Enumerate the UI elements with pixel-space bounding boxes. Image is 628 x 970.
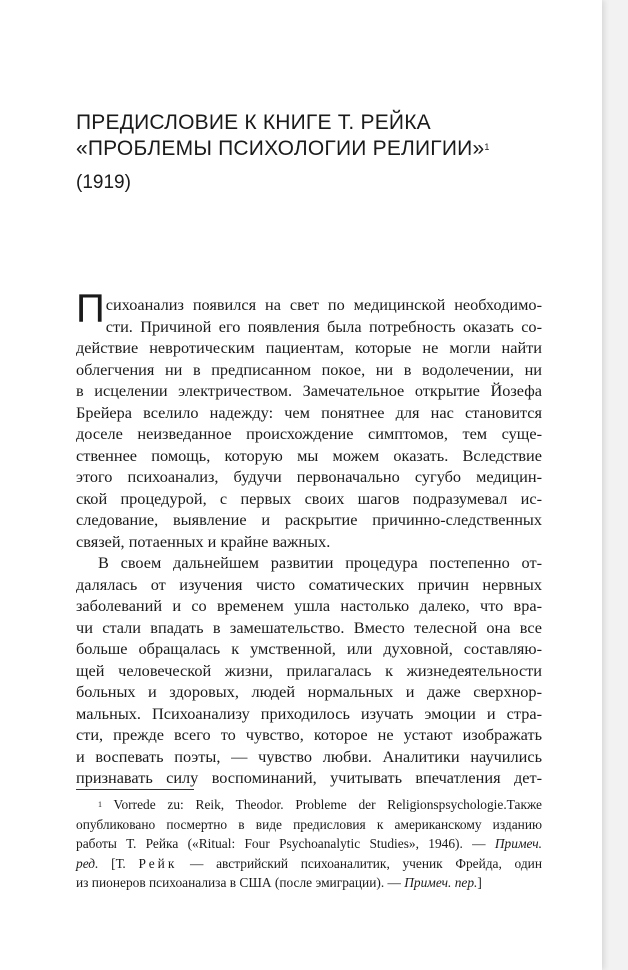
- body-line: щей человеческой жизни, прилагалась к жизнедеятельности: [76, 660, 542, 680]
- footnote-text: из пионеров психоанализа в США (после эмиграции). —: [76, 875, 405, 890]
- body-line: связей, потаенных и крайне важных.: [76, 531, 331, 551]
- body-line: в исцелении электричеством. Замечательное открытие Йозефа: [76, 381, 542, 400]
- body-line: заболеваний и со временем ушла настолько далеко, что вра-: [76, 596, 542, 615]
- chapter-title-line-1: ПРЕДИСЛОВИЕ К КНИГЕ Т. РЕЙКА: [76, 111, 431, 134]
- body-line: далялась от изучения чисто соматических причин нервных: [76, 574, 542, 594]
- footnote-text: Vorrede zu: Reik, Theodor. Probleme der Religionspsychologie.Также: [113, 797, 543, 812]
- body-line: больше обращалась к умственной, или духовной, составляю-: [76, 639, 542, 658]
- footnote-line: опубликовано посмертно в виде предисловия к американскому изданию: [76, 816, 542, 832]
- body-line: доселе неизведанное происхождение симптомов, тем суще-: [76, 424, 542, 443]
- body-line: и воспевать поэты, — чувство любви. Аналитики научились: [76, 746, 542, 766]
- body-line: чи стали впадать в замешательство. Вместо телесной она все: [76, 617, 542, 637]
- body-line: следование, выявление и раскрытие причинно-следственных: [76, 510, 542, 529]
- body-line: облегчения ни в предписанном покое, ни в водолечении, ни: [76, 359, 542, 379]
- chapter-year: (1919): [76, 172, 131, 193]
- footnote-text: — австрийский психоаналитик, ученик Фрейда, один: [177, 855, 542, 871]
- body-line: мальных. Психоанализу приходилось изучать эмоции и стра-: [76, 703, 542, 723]
- footnote-divider: [76, 789, 194, 790]
- body-line: Брейера вселило надежду: чем понятнее для нас становится: [76, 402, 542, 422]
- body-line-text: сихоанализ появился на свет по медицинской необходимо-: [105, 295, 542, 314]
- body-line: ской процедурой, с первых своих шагов подразумевал ис-: [76, 488, 542, 508]
- footnote-line: [76, 854, 542, 874]
- footnote-italic: Примеч.: [494, 836, 542, 851]
- chapter-title-line-2: [76, 136, 576, 162]
- body-line: ственнее помощь, которую мы можем оказать. Вследствие: [76, 445, 542, 465]
- footnote-italic: ред.: [76, 855, 99, 871]
- footnote-mark: 1: [98, 800, 102, 809]
- chapter-title: [76, 110, 576, 162]
- footnote-text: ]: [477, 875, 482, 890]
- body-line: сти, прежде всего то чувство, которое не устают изображать: [76, 725, 542, 744]
- body-line: В своем дальнейшем развитии процедура постепенно от-: [98, 553, 542, 572]
- body-text: [76, 287, 542, 789]
- body-line: больных и здоровых, людей нормальных и даже сверхнор-: [76, 682, 542, 701]
- footnote-spaced-name: Рейк: [138, 855, 178, 871]
- footnote-reference[interactable]: 1: [484, 142, 490, 152]
- footnote-text: работы Т. Рейка («Ritual: Four Psychoanalytic Studies», 1946). —: [76, 836, 495, 851]
- drop-cap: П: [76, 287, 105, 331]
- body-line: признавать силу воспоминаний, учитывать впечатления дет-: [76, 768, 542, 787]
- footnote-line: [76, 795, 542, 815]
- footnote: [76, 795, 542, 893]
- footnote-italic: Примеч. пер.: [404, 875, 478, 890]
- body-line: этого психоанализ, будучи первоначально сугубо медицин-: [76, 467, 542, 486]
- footnote-line: [76, 834, 542, 854]
- body-line: действие невротическим пациентам, которые не могли найти: [76, 338, 542, 357]
- footnote-text: [Т.: [98, 855, 139, 871]
- body-line: сти. Причиной его появления была потребность оказать со-: [105, 316, 542, 336]
- footnote-line: [76, 873, 542, 893]
- chapter-title-line-2-text: «ПРОБЛЕМЫ ПСИХОЛОГИИ РЕЛИГИИ»: [76, 137, 485, 160]
